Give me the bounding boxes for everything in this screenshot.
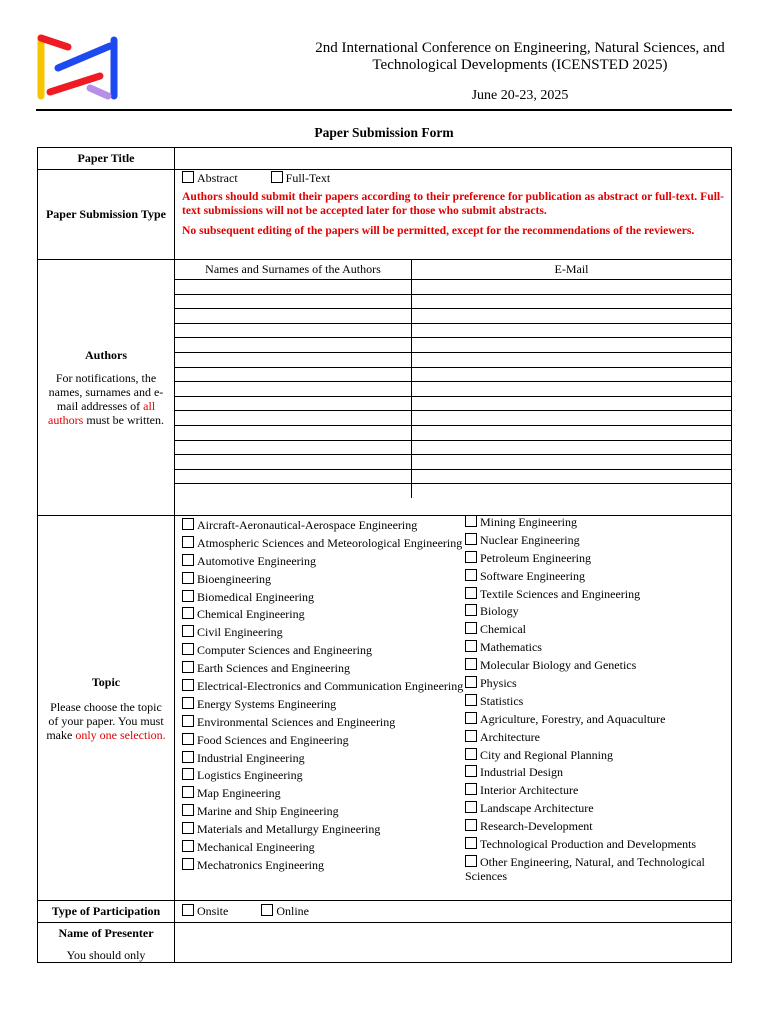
- presenter-note: You should only: [66, 948, 146, 962]
- submission-warning-1: Authors should submit their papers according to their preference for publication as abstract or full-text. Full-text submissions will not be accepted later for those who submit abstracts.: [182, 190, 724, 217]
- checkbox[interactable]: [465, 765, 477, 777]
- presenter-label-cell: [38, 923, 175, 963]
- conference-date: June 20-23, 2025: [471, 88, 569, 103]
- topic-option[interactable]: Biomedical Engineering: [182, 590, 465, 604]
- author-email-field[interactable]: [412, 425, 732, 440]
- option-onsite[interactable]: Onsite: [182, 902, 228, 921]
- authors-name-header: Names and Surnames of the Authors: [175, 260, 412, 280]
- checkbox[interactable]: [182, 554, 194, 566]
- author-row: [175, 440, 731, 455]
- option-abstract[interactable]: Abstract: [182, 171, 238, 186]
- authors-label: Authors: [84, 348, 127, 362]
- author-name-field[interactable]: [175, 469, 412, 484]
- submission-type-label: Paper Submission Type: [38, 170, 175, 260]
- authors-email-header: E-Mail: [412, 260, 732, 280]
- topic-option[interactable]: Industrial Engineering: [182, 751, 465, 765]
- checkbox[interactable]: [182, 171, 194, 183]
- checkbox[interactable]: [182, 786, 194, 798]
- checkbox[interactable]: [182, 715, 194, 727]
- checkbox[interactable]: [182, 804, 194, 816]
- checkbox[interactable]: [182, 904, 194, 916]
- author-name-field[interactable]: [175, 338, 412, 353]
- checkbox[interactable]: [182, 518, 194, 530]
- author-email-field[interactable]: [412, 294, 732, 309]
- checkbox[interactable]: [182, 625, 194, 637]
- topic-option[interactable]: Agriculture, Forestry, and Aquaculture: [465, 712, 725, 726]
- topic-option[interactable]: Other Engineering, Natural, and Technological Sciences: [465, 854, 705, 883]
- checkbox[interactable]: [465, 712, 477, 724]
- topic-option[interactable]: Aircraft-Aeronautical-Aerospace Engineering: [182, 518, 465, 532]
- checkbox[interactable]: [465, 676, 477, 688]
- checkbox[interactable]: [182, 536, 194, 548]
- checkbox[interactable]: [182, 572, 194, 584]
- presenter-field[interactable]: [175, 923, 732, 963]
- topic-option[interactable]: City and Regional Planning: [465, 748, 725, 762]
- topic-option[interactable]: Software Engineering: [465, 569, 725, 583]
- author-name-field[interactable]: [175, 294, 412, 309]
- topic-option[interactable]: Automotive Engineering: [182, 554, 465, 568]
- author-email-field[interactable]: [412, 469, 732, 484]
- checkbox[interactable]: [182, 697, 194, 709]
- checkbox[interactable]: [182, 590, 194, 602]
- topic-option[interactable]: Computer Sciences and Engineering: [182, 643, 465, 657]
- checkbox[interactable]: [182, 768, 194, 780]
- checkbox[interactable]: [465, 640, 477, 652]
- topic-option[interactable]: Interior Architecture: [465, 783, 725, 797]
- author-row: [175, 382, 731, 397]
- topic-option[interactable]: Chemical: [465, 622, 725, 636]
- checkbox[interactable]: [465, 622, 477, 634]
- submission-form-table: [37, 147, 732, 963]
- topic-option[interactable]: Bioengineering: [182, 572, 465, 586]
- topic-option[interactable]: Earth Sciences and Engineering: [182, 661, 465, 675]
- topic-option[interactable]: Atmospheric Sciences and Meteorological Engineering: [182, 536, 465, 550]
- checkbox[interactable]: [465, 801, 477, 813]
- author-name-field[interactable]: [175, 484, 412, 498]
- authors-table: [175, 260, 731, 498]
- presenter-label: Name of Presenter: [58, 926, 154, 940]
- author-name-field[interactable]: [175, 396, 412, 411]
- topic-option[interactable]: Mathematics: [465, 640, 725, 654]
- author-row: [175, 484, 731, 498]
- author-row: [175, 338, 731, 353]
- header-divider: [36, 109, 732, 111]
- checkbox[interactable]: [465, 783, 477, 795]
- author-email-field[interactable]: [412, 440, 732, 455]
- topic-option[interactable]: Chemical Engineering: [182, 607, 465, 621]
- author-row: [175, 469, 731, 484]
- topic-option[interactable]: Physics: [465, 676, 725, 690]
- topic-option[interactable]: Civil Engineering: [182, 625, 465, 639]
- topic-label-cell: [38, 516, 175, 901]
- checkbox[interactable]: [465, 587, 477, 599]
- option-online[interactable]: Online: [261, 902, 309, 921]
- checkbox[interactable]: [261, 904, 273, 916]
- author-email-field[interactable]: [412, 382, 732, 397]
- author-email-field[interactable]: [412, 396, 732, 411]
- checkbox[interactable]: [271, 171, 283, 183]
- participation-label: Type of Participation: [38, 901, 175, 923]
- topic-option[interactable]: Industrial Design: [465, 765, 725, 779]
- topic-option[interactable]: Food Sciences and Engineering: [182, 733, 465, 747]
- topic-option[interactable]: Nuclear Engineering: [465, 533, 725, 547]
- topic-option[interactable]: Electrical-Electronics and Communication Engineering: [182, 679, 465, 693]
- topic-option[interactable]: Technological Production and Developments: [465, 837, 725, 851]
- topic-option[interactable]: Research-Development: [465, 819, 725, 833]
- topic-option[interactable]: Mechanical Engineering: [182, 840, 465, 854]
- author-email-field[interactable]: [412, 280, 732, 295]
- author-name-field[interactable]: [175, 382, 412, 397]
- checkbox[interactable]: [465, 855, 477, 867]
- author-row: [175, 367, 731, 382]
- checkbox[interactable]: [465, 551, 477, 563]
- topic-column-2: [465, 515, 731, 887]
- author-name-field[interactable]: [175, 280, 412, 295]
- checkbox[interactable]: [182, 858, 194, 870]
- checkbox[interactable]: [182, 661, 194, 673]
- checkbox[interactable]: [465, 569, 477, 581]
- topic-note: Please choose the topic of your paper. You must make only one selection.: [46, 699, 166, 742]
- authors-note: For notifications, the names, surnames and e-mail addresses of all authors must be written.: [48, 371, 164, 427]
- author-row: [175, 411, 731, 426]
- topic-option[interactable]: Statistics: [465, 694, 725, 708]
- author-email-field[interactable]: [412, 323, 732, 338]
- author-name-field[interactable]: [175, 425, 412, 440]
- author-row: [175, 309, 731, 324]
- topic-option[interactable]: Energy Systems Engineering: [182, 697, 465, 711]
- checkbox[interactable]: [465, 658, 477, 670]
- author-email-field[interactable]: [412, 338, 732, 353]
- checkbox[interactable]: [465, 730, 477, 742]
- author-row: [175, 425, 731, 440]
- paper-title-label: Paper Title: [38, 148, 175, 170]
- checkbox[interactable]: [465, 515, 477, 527]
- topic-column-1: [182, 518, 465, 887]
- author-name-field[interactable]: [175, 440, 412, 455]
- checkbox[interactable]: [182, 751, 194, 763]
- option-full-text[interactable]: Full-Text: [271, 171, 331, 186]
- checkbox[interactable]: [465, 694, 477, 706]
- checkbox[interactable]: [182, 840, 194, 852]
- checkbox[interactable]: [465, 748, 477, 760]
- checkbox[interactable]: [182, 643, 194, 655]
- author-name-field[interactable]: [175, 309, 412, 324]
- topic-option[interactable]: Petroleum Engineering: [465, 551, 725, 565]
- checkbox[interactable]: [182, 607, 194, 619]
- topic-option[interactable]: Logistics Engineering: [182, 768, 465, 782]
- author-row: [175, 352, 731, 367]
- topic-label: Topic: [91, 674, 121, 689]
- topic-option[interactable]: Mining Engineering: [465, 515, 725, 529]
- topic-option[interactable]: Mechatronics Engineering: [182, 858, 465, 872]
- conference-logo: [34, 32, 120, 104]
- author-email-field[interactable]: [412, 367, 732, 382]
- author-email-field[interactable]: [412, 484, 732, 498]
- checkbox[interactable]: [465, 837, 477, 849]
- conference-title: 2nd International Conference on Engineering, Natural Sciences, and Technological Developments (ICENSTED 2025): [315, 40, 725, 73]
- topic-option[interactable]: Environmental Sciences and Engineering: [182, 715, 465, 729]
- author-name-field[interactable]: [175, 367, 412, 382]
- checkbox[interactable]: [465, 604, 477, 616]
- topic-option[interactable]: Marine and Ship Engineering: [182, 804, 465, 818]
- checkbox[interactable]: [182, 679, 194, 691]
- checkbox[interactable]: [465, 819, 477, 831]
- topic-option[interactable]: Biology: [465, 604, 725, 618]
- topic-options: [175, 516, 731, 889]
- author-row: [175, 396, 731, 411]
- author-name-field[interactable]: [175, 455, 412, 470]
- topic-option[interactable]: Molecular Biology and Genetics: [465, 658, 725, 672]
- topic-option[interactable]: Map Engineering: [182, 786, 465, 800]
- topic-option[interactable]: Materials and Metallurgy Engineering: [182, 822, 465, 836]
- author-name-field[interactable]: [175, 411, 412, 426]
- topic-option[interactable]: Landscape Architecture: [465, 801, 725, 815]
- author-email-field[interactable]: [412, 411, 732, 426]
- checkbox[interactable]: [182, 733, 194, 745]
- author-row: [175, 455, 731, 470]
- submission-warning-2: No subsequent editing of the papers will be permitted, except for the recommendations of the reviewers.: [182, 224, 695, 237]
- author-email-field[interactable]: [412, 352, 732, 367]
- paper-title-field[interactable]: [175, 148, 732, 170]
- authors-label-cell: [38, 260, 175, 516]
- checkbox[interactable]: [465, 533, 477, 545]
- author-row: [175, 280, 731, 295]
- author-email-field[interactable]: [412, 455, 732, 470]
- topic-option[interactable]: Textile Sciences and Engineering: [465, 587, 725, 601]
- topic-option[interactable]: Architecture: [465, 730, 725, 744]
- author-email-field[interactable]: [412, 309, 732, 324]
- author-row: [175, 294, 731, 309]
- form-title: Paper Submission Form: [314, 125, 454, 140]
- author-name-field[interactable]: [175, 352, 412, 367]
- author-name-field[interactable]: [175, 323, 412, 338]
- author-row: [175, 323, 731, 338]
- checkbox[interactable]: [182, 822, 194, 834]
